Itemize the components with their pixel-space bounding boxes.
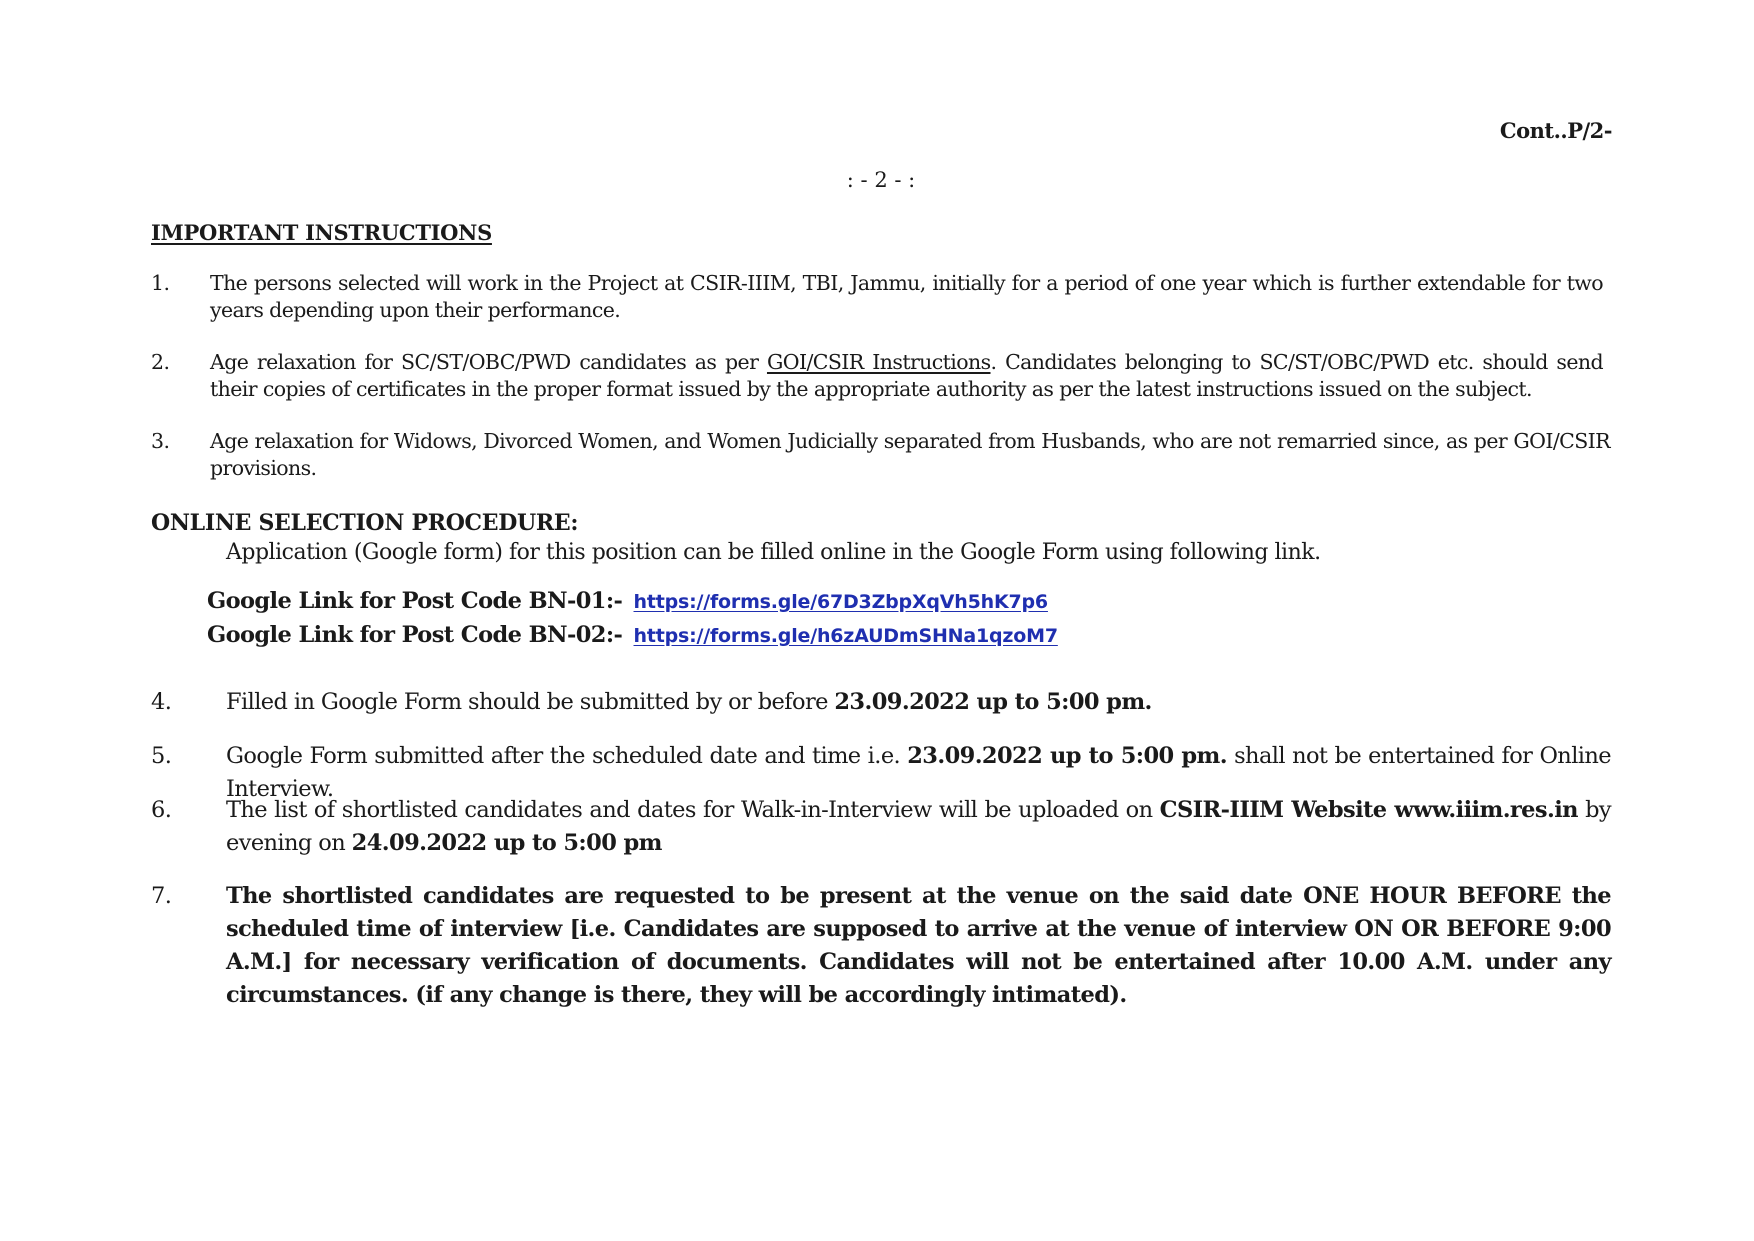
google-link-bn02	[207, 622, 1058, 648]
continuation-marker: Cont..P/2-	[1499, 118, 1612, 143]
website-reference: CSIR-IIIM Website www.iiim.res.in	[1159, 797, 1578, 823]
instruction-item-7	[151, 880, 1611, 1012]
important-instructions-heading: IMPORTANT INSTRUCTIONS	[151, 220, 492, 245]
submission-deadline: 23.09.2022 up to 5:00 pm.	[834, 689, 1152, 715]
item-text	[226, 686, 1611, 719]
item-text: The shortlisted candidates are requested to be present at the venue on the said date ONE HOUR BEFORE the scheduled time of interview [i.e. Candidates are supposed to arrive at the venue of interview ON OR BEFORE 9:00 A.M.] for necessary verification of documents. Candidates will not be entertained after 10.00 A.M. under any circumstances. (if any change is there, they will be accordingly intimated).	[226, 883, 1611, 1008]
item-text-middle: by evening on	[226, 797, 1612, 856]
instruction-item-3	[151, 428, 1610, 482]
item-number: 4.	[151, 689, 172, 715]
item-text-after: shall not be entertained for Online Interview.	[226, 743, 1611, 802]
link-label: Google Link for Post Code BN-01:-	[207, 588, 623, 614]
google-form-link-bn01[interactable]: https://forms.gle/67D3ZbpXqVh5hK7p6	[633, 591, 1048, 613]
item-text	[210, 349, 1603, 403]
item-text: The persons selected will work in the Project at CSIR-IIIM, TBI, Jammu, initially for a period of one year which is further extendable for two years depending upon their performance.	[210, 271, 1603, 322]
instruction-item-6	[151, 794, 1611, 860]
item-number: 6.	[151, 797, 172, 823]
item-number: 3.	[151, 429, 170, 453]
item-text-before: Google Form submitted after the scheduled date and time i.e.	[226, 743, 908, 769]
page-number: : - 2 - :	[846, 168, 916, 192]
item-number: 7.	[151, 883, 172, 909]
instruction-item-2	[151, 349, 1603, 403]
google-form-link-bn02[interactable]: https://forms.gle/h6zAUDmSHNa1qzoM7	[633, 625, 1058, 647]
item-text	[226, 794, 1611, 860]
instruction-item-4	[151, 686, 1611, 719]
item-text-before: Age relaxation for SC/ST/OBC/PWD candidates as per	[210, 350, 767, 374]
item-text-after: . Candidates belonging to SC/ST/OBC/PWD etc. should send their copies of certificates in the proper format issued by the appropriate authority as per the latest instructions issued on the subject.	[210, 350, 1603, 401]
goi-csir-instructions-reference: GOI/CSIR Instructions	[766, 350, 991, 374]
item-text-before: The list of shortlisted candidates and dates for Walk-in-Interview will be uploaded on	[226, 797, 1160, 823]
item-text: Age relaxation for Widows, Divorced Women, and Women Judicially separated from Husbands, who are not remarried since, as per GOI/CSIR provisions.	[210, 429, 1610, 480]
item-number: 2.	[151, 350, 170, 374]
google-link-bn01	[207, 588, 1048, 614]
online-selection-heading: ONLINE SELECTION PROCEDURE:	[151, 510, 579, 536]
shortlist-date: 24.09.2022 up to 5:00 pm	[351, 830, 662, 856]
link-label: Google Link for Post Code BN-02:-	[207, 622, 623, 648]
online-selection-intro: Application (Google form) for this position can be filled online in the Google Form using following link.	[226, 540, 1321, 565]
item-number: 1.	[151, 271, 170, 295]
item-text-before: Filled in Google Form should be submitted by or before	[226, 689, 835, 715]
instruction-item-1	[151, 270, 1603, 324]
submission-deadline: 23.09.2022 up to 5:00 pm.	[907, 743, 1227, 769]
item-number: 5.	[151, 743, 172, 769]
